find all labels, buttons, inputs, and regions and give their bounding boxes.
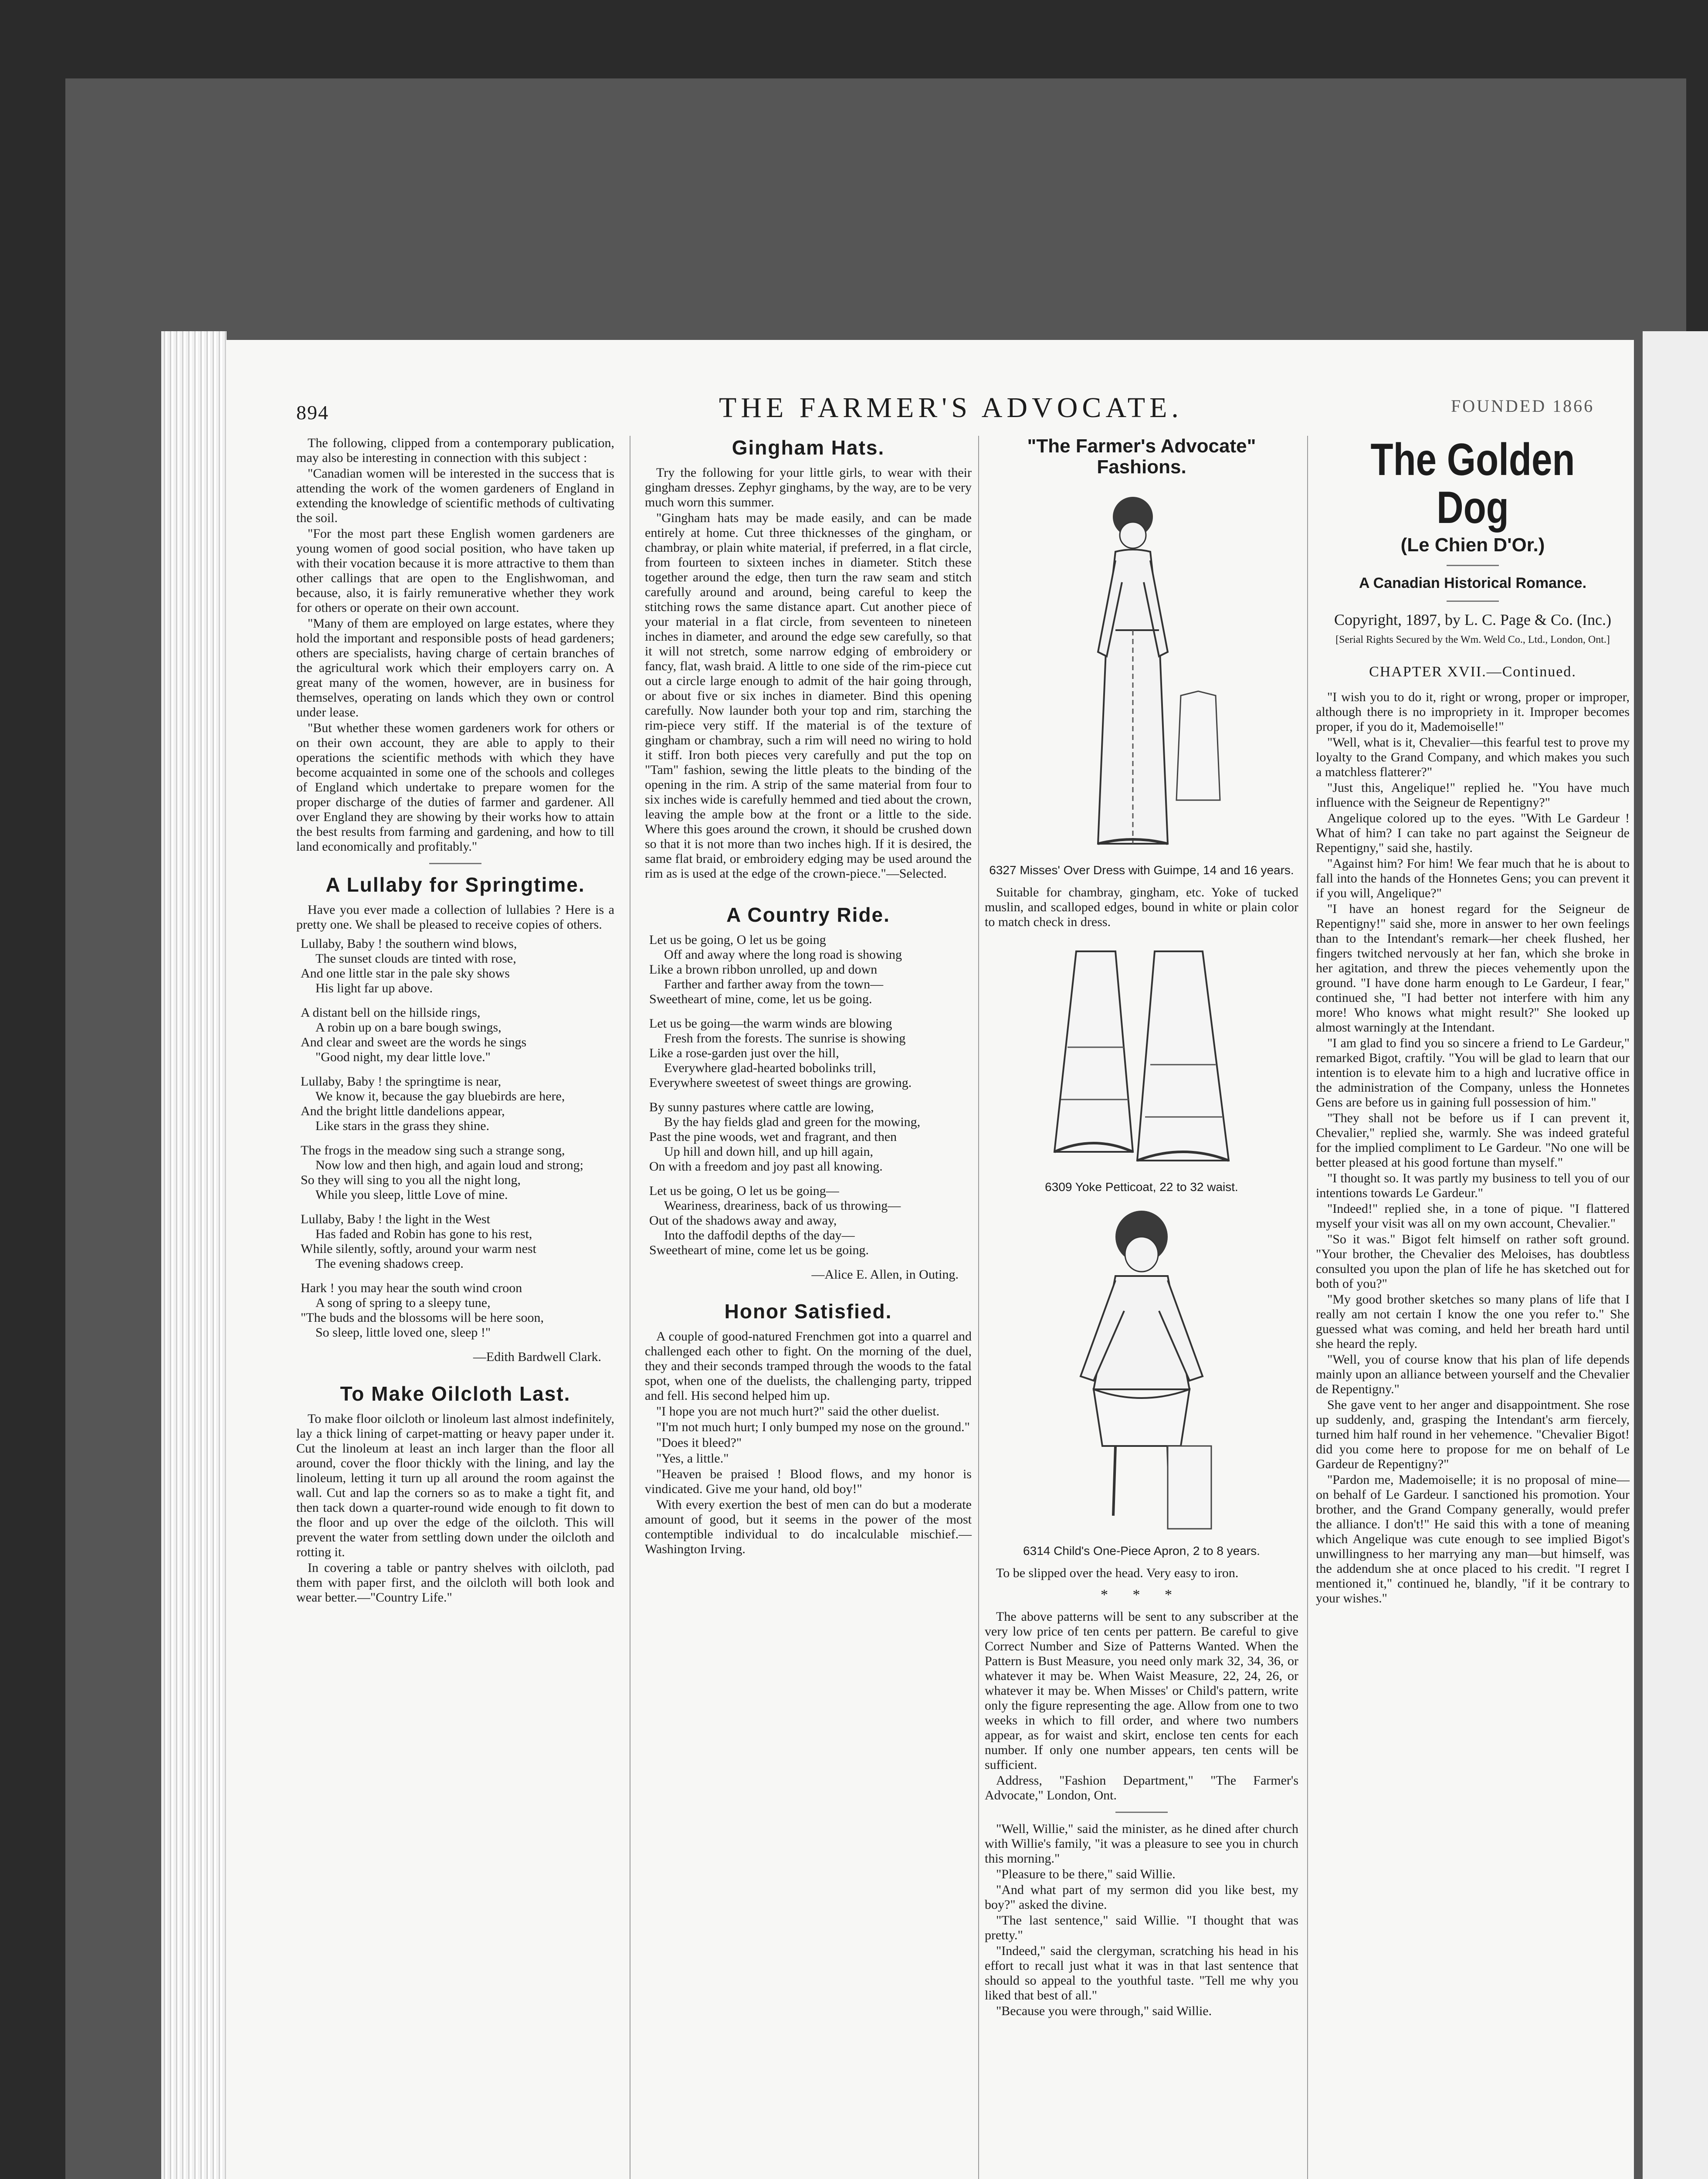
article-paragraph: With every exertion the best of men can do but a moderate amount of good, but it seems in the power of the most contemptible individual to do incalculable mischief.—Washington Irving.	[645, 1497, 972, 1556]
article-paragraph: "For the most part these English women gardeners are young women of good social position, who have taken up with their vocation because it is more attractive to them than other callings that are open to the Englishwoman, and because, also, it is fairly remunerative whether they work for others or operate on their own account.	[296, 526, 614, 615]
article-paragraph: "Heaven be praised ! Blood flows, and my honor is vindicated. Give me your hand, old boy!"	[645, 1467, 972, 1496]
country-ride-poem	[649, 933, 972, 1258]
newspaper-page	[227, 340, 1634, 2179]
poem-line: Lullaby, Baby ! the light in the West	[301, 1212, 491, 1226]
poem-line: A distant bell on the hillside rings,	[301, 1005, 481, 1020]
poem-line: So they will sing to you all the night long,	[301, 1173, 521, 1187]
article-paragraph: "Yes, a little."	[656, 1451, 729, 1466]
fashions-title: "The Farmer's Advocate" Fashions.	[1027, 435, 1256, 478]
novel-paragraph: "I have an honest regard for the Seigneur de Repentigny!" said she, more in answer to her own feelings than to the Intendant's remark—her cheek flushed, her fingers twitched nervously at her fan, which she broke in her agitation, and threw the pieces vehemently upon the ground. "I have done harm enough to Le Gardeur, I fear," continued she, "I had better not interfere with him any more! Who knows what might result?" She looked up almost warningly at the Intendant.	[1316, 902, 1630, 1035]
novel-tagline: A Canadian Historical Romance.	[1359, 575, 1587, 591]
poem-line: Let us be going—the warm winds are blowing	[649, 1016, 892, 1031]
poem-line: While silently, softly, around your warm nest	[301, 1242, 536, 1256]
novel-paragraph: "Well, you of course know that his plan of life depends mainly upon an alliance between yourself and the Chevalier de Repentigny."	[1316, 1352, 1630, 1396]
column-rule	[1307, 436, 1308, 2179]
poem-line: A song of spring to a sleepy tune,	[315, 1296, 491, 1310]
poem-line: So sleep, little loved one, sleep !"	[315, 1325, 491, 1340]
poem-line: The sunset clouds are tinted with rose,	[315, 951, 516, 966]
article-paragraph: "The last sentence," said Willie. "I thought that was pretty."	[985, 1913, 1298, 1942]
apron-illustration	[985, 1202, 1298, 1558]
country-ride-title: A Country Ride.	[726, 903, 890, 926]
petticoat-illustration	[985, 934, 1298, 1194]
article-paragraph: "And what part of my sermon did you like best, my boy?" asked the divine.	[985, 1883, 1298, 1912]
poem-line: Like a rose-garden just over the hill,	[649, 1046, 839, 1060]
masthead: THE FARMER'S ADVOCATE.	[719, 392, 1183, 424]
poem-line: Weariness, dreariness, back of us throwing—	[664, 1198, 901, 1213]
facing-page-edge	[1643, 331, 1708, 2179]
novel-paragraph: "I am glad to find you so sincere a friend to Le Gardeur," remarked Bigot, craftily. "You will be glad to learn that our intention is to elevate him to a high and lucrative office in the administration of the Company, unless the Honnetes Gens are before us in gaining full possession of him."	[1316, 1036, 1630, 1110]
divider	[1447, 601, 1499, 602]
country-ride-attribution: —Alice E. Allen, in Outing.	[811, 1267, 959, 1282]
article-paragraph: "Gingham hats may be made easily, and can be made entirely at home. Cut three thicknesses of the gingham, or chambray, or plain white material, if preferred, in a flat circle, from fourteen to sixteen inches in diameter. Stitch these together around the edge, then turn the raw seam and stitch carefully around and around, being careful to keep the stitching rows the same distance apart. Cut another piece of your material in a flat circle, from seventeen to nineteen inches in diameter, and around the edge sew carefully, so that it will not stretch, some narrow edging of embroidery or fancy, flat, wash braid. A little to one side of the rim-piece cut out a circle large enough to admit of the hair going through, or about five or six inches in diameter. Bind this opening carefully. Now launder both your top and rim, starching the rim-piece very stiff. If the material is of the texture of gingham or chambray, such a rim will need no wiring to hold it stiff. Iron both pieces very carefully and put the top on "Tam" fashion, sewing the little pleats to the binding of the opening in the rim. A strip of the same material from four to six inches wide is carefully hemmed and tied about the crown, leaving the ample bow at the front or a little to the side. Where this goes around the crown, it should be crushed down so that it is not more than two inches high. If it is desired, the same flat braid, or embroidery edging may be used around the rim as is used at the edge of the crown-piece."—Selected.	[645, 511, 972, 881]
poem-line: His light far up above.	[315, 981, 433, 995]
article-paragraph: "I hope you are not much hurt?" said the other duelist.	[656, 1404, 940, 1419]
poem-line: Everywhere glad-hearted bobolinks trill,	[664, 1061, 876, 1075]
poem-line: Out of the shadows away and away,	[649, 1213, 837, 1228]
lullaby-attribution: —Edith Bardwell Clark.	[473, 1350, 601, 1364]
poem-line: Hark ! you may hear the south wind croon	[301, 1281, 522, 1295]
oilcloth-article	[296, 1412, 614, 1605]
article-paragraph: "Canadian women will be interested in the success that is attending the work of the women gardeners of England in extending the knowledge of scientific methods of cultivating the soil.	[296, 466, 614, 525]
chapter-heading: CHAPTER XVII.—Continued.	[1369, 664, 1576, 680]
divider	[1447, 565, 1499, 566]
poem-line: Fresh from the forests. The sunrise is showing	[664, 1031, 906, 1045]
novel-paragraph: "I thought so. It was partly my business to tell you of our intentions towards Le Gardeur."	[1316, 1171, 1630, 1200]
dress-description: Suitable for chambray, gingham, etc. Yoke of tucked muslin, and scalloped edges, bound in white or plain color to match check in dress.	[985, 885, 1298, 929]
poem-stanza	[301, 1212, 614, 1271]
column-rule	[978, 436, 979, 2179]
poem-line: On with a freedom and joy past all knowing.	[649, 1159, 883, 1174]
poem-line: "The buds and the blossoms will be here soon,	[301, 1310, 544, 1325]
lullaby-poem	[301, 937, 614, 1340]
poem-stanza	[301, 1074, 614, 1134]
column-3	[985, 436, 1298, 2019]
poem-stanza	[301, 937, 614, 996]
book-page-edges	[161, 331, 227, 2179]
column-1	[296, 436, 614, 1606]
apron-caption: 6314 Child's One-Piece Apron, 2 to 8 years.	[1023, 1544, 1260, 1558]
poem-line: And one little star in the pale sky shows	[301, 966, 510, 981]
article-paragraph: "Indeed," said the clergyman, scratching his head in his effort to recall just what it was in that last sentence that should so appeal to the youthful taste. "Tell me why you liked that best of all."	[985, 1944, 1298, 2003]
article-paragraph: "Pleasure to be there," said Willie.	[996, 1867, 1176, 1881]
poem-line: Everywhere sweetest of sweet things are growing.	[649, 1076, 912, 1090]
poem-line: Let us be going, O let us be going—	[649, 1184, 839, 1198]
page-number: 894	[296, 401, 329, 424]
poem-line: And the bright little dandelions appear,	[301, 1104, 505, 1118]
article-paragraph: "Well, Willie," said the minister, as he dined after church with Willie's family, "it was a pleasure to see you in church this morning."	[985, 1822, 1298, 1866]
copyright-line: Copyright, 1897, by L. C. Page & Co. (Inc.)	[1334, 611, 1611, 628]
intro-article	[296, 436, 614, 854]
poem-line: A robin up on a bare bough swings,	[315, 1020, 502, 1035]
patterns-notice: The above patterns will be sent to any subscriber at the very low price of ten cents per pattern. Be careful to give Correct Number and Size of Patterns Wanted. When the Pattern is Bust Measure, you need only mark 32, 34, 36, or whatever it may be. When Waist Measure, 22, 24, 26, or whatever it may be. When Misses' or Child's pattern, write only the figure representing the age. Allow from one to two weeks in which to fill order, and where two numbers appear, as for waist and skirt, enclose ten cents for each number. If only one number appears, ten cents will be sufficient.	[985, 1609, 1298, 1772]
gingham-article	[645, 465, 972, 881]
fashion-address: Address, "Fashion Department," "The Farmer's Advocate," London, Ont.	[985, 1773, 1298, 1802]
poem-line: Past the pine woods, wet and fragrant, and then	[649, 1130, 897, 1144]
poem-line: Farther and farther away from the town—	[664, 977, 884, 991]
lullaby-intro: Have you ever made a collection of lullabies ? Here is a pretty one. We shall be pleased to receive copies of others.	[296, 903, 614, 932]
article-paragraph: "Because you were through," said Willie.	[996, 2004, 1212, 2018]
petticoat-caption: 6309 Yoke Petticoat, 22 to 32 waist.	[1045, 1180, 1238, 1194]
novel-subtitle: (Le Chien D'Or.)	[1400, 534, 1545, 556]
poem-line: Lullaby, Baby ! the southern wind blows,	[301, 937, 517, 951]
poem-line: "Good night, my dear little love."	[315, 1050, 491, 1064]
poem-stanza	[301, 1143, 614, 1202]
novel-paragraph: "Indeed!" replied she, in a tone of pique. "I flattered myself your visit was all on my own account, Chevalier."	[1316, 1202, 1630, 1231]
novel-paragraph: She gave vent to her anger and disappointment. She rose up suddenly, and, grasping the Intendant's arm fiercely, turned him half round in her vehemence. "Chevalier Bigot! did you come here to propose for me on behalf of Le Gardeur de Repentigny?"	[1316, 1398, 1630, 1471]
poem-stanza	[649, 933, 972, 1007]
novel-paragraph: "Pardon me, Mademoiselle; it is no proposal of mine—on behalf of Le Gardeur. I sanctioned his promotion. Your brother, and the Grand Company generally, would prefer the alliance. I don't!" He said this with a tone of meaning which Angelique was cute enough to see implied Bigot's unwillingness to her marrying any man—but himself, was the addendum she at once placed to his credit. "I regret I mentioned it," continued he, blandly, "if it be contrary to your wishes."	[1316, 1473, 1630, 1605]
honor-article	[645, 1329, 972, 1557]
oilcloth-title: To Make Oilcloth Last.	[340, 1382, 571, 1405]
poem-stanza	[301, 1281, 614, 1340]
poem-line: And clear and sweet are the words he sings	[301, 1035, 527, 1049]
poem-stanza	[301, 1005, 614, 1065]
poem-line: By sunny pastures where cattle are lowing,	[649, 1100, 874, 1114]
poem-stanza	[649, 1100, 972, 1174]
article-paragraph: "I'm not much hurt; I only bumped my nose on the ground."	[656, 1420, 970, 1434]
poem-line: Has faded and Robin has gone to his rest,	[315, 1227, 532, 1241]
article-paragraph: "But whether these women gardeners work for others or on their own account, they are able to apply to their operations the scientific methods with which they have become acquainted in some one of the schools and colleges of England which undertake to prepare women for the proper discharge of the duties of farmer and gardener. All over England they are showing by their works how to attain the best results from farming and gardening, and how to till land economically and profitably."	[296, 721, 614, 854]
novel-paragraph: "I wish you to do it, right or wrong, proper or improper, although there is no impropriety in it. Improper becomes proper, if you do it, Mademoiselle!"	[1316, 690, 1630, 734]
column-4	[1316, 436, 1630, 1607]
divider	[1115, 1812, 1168, 1813]
novel-paragraph: "They shall not be before us if I can prevent it, Chevalier," replied she, warmly. She was indeed grateful for the implied compliment to Le Gardeur. "No one will be better pleased at his good fortune than myself."	[1316, 1111, 1630, 1170]
page-header	[227, 340, 1634, 424]
poem-line: Into the daffodil depths of the day—	[664, 1228, 855, 1242]
novel-text	[1316, 690, 1630, 1606]
serial-rights-note: [Serial Rights Secured by the Wm. Weld Co., Ltd., London, Ont.]	[1335, 634, 1610, 645]
novel-title: The Golden Dog	[1370, 434, 1575, 533]
poem-line: Like stars in the grass they shine.	[315, 1119, 490, 1133]
poem-line: Up hill and down hill, and up hill again,	[664, 1144, 873, 1159]
poem-line: Off and away where the long road is showing	[664, 947, 902, 962]
poem-line: While you sleep, little Love of mine.	[315, 1188, 508, 1202]
divider	[429, 863, 481, 864]
column-2	[645, 436, 972, 1558]
novel-paragraph: "Against him? For him! We fear much that he is about to fall into the hands of the Honnetes Gens; you can prevent it if you will, Angelique?"	[1316, 856, 1630, 900]
novel-paragraph: "Well, what is it, Chevalier—this fearful test to prove my loyalty to the Grand Company, and which makes you such a matchless flatterer?"	[1316, 735, 1630, 779]
article-paragraph: "Does it bleed?"	[656, 1436, 742, 1450]
novel-paragraph: "Just this, Angelique!" replied he. "You have much influence with the Seigneur de Repentigny?"	[1316, 781, 1630, 810]
article-paragraph: To make floor oilcloth or linoleum last almost indefinitely, lay a thick lining of carpet-matting or heavy paper under it. Cut the linoleum at least an inch larger than the floor all around, cover the floor thickly with the lining, and lay the linoleum, letting it turn up all around the room against the wall. Cut and lap the corners so as to make a tight fit, and then tack down a quarter-round wide enough to fit down to the floor and up over the edge of the oilcloth. This will prevent the water from settling down under the oilcloth and rotting it.	[296, 1412, 614, 1559]
poem-line: Sweetheart of mine, come, let us be going.	[649, 992, 872, 1006]
article-paragraph: The following, clipped from a contemporary publication, may also be interesting in connection with this subject :	[296, 436, 614, 465]
founded-note: FOUNDED 1866	[1451, 396, 1595, 416]
novel-paragraph: "So it was." Bigot felt himself on rather soft ground. "Your brother, the Chevalier des Meloises, has doubtless consulted you upon the plan of life he has sketched out for both of you?"	[1316, 1232, 1630, 1291]
novel-paragraph: Angelique colored up to the eyes. "With Le Gardeur ! What of him? I can take no part against the Seigneur de Repentigny," said she, hastily.	[1316, 811, 1630, 855]
poem-line: By the hay fields glad and green for the mowing,	[664, 1115, 921, 1129]
willie-anecdote	[985, 1822, 1298, 2019]
article-paragraph: A couple of good-natured Frenchmen got into a quarrel and challenged each other to fight. On the morning of the duel, they and their seconds tramped through the woods to the fatal spot, when one of the duelists, the challenging party, tripped and fell. His second helped him up.	[645, 1329, 972, 1403]
dress-illustration	[985, 486, 1298, 877]
poem-line: Sweetheart of mine, come let us be going.	[649, 1243, 869, 1257]
article-paragraph: In covering a table or pantry shelves with oilcloth, pad them with paper first, and the oilcloth will both look and wear better.—"Country Life."	[296, 1561, 614, 1605]
gingham-title: Gingham Hats.	[732, 436, 885, 459]
apron-description: To be slipped over the head. Very easy to iron.	[996, 1566, 1239, 1580]
poem-line: The frogs in the meadow sing such a strange song,	[301, 1143, 565, 1157]
poem-stanza	[649, 1016, 972, 1090]
poem-line: Like a brown ribbon unrolled, up and down	[649, 962, 878, 977]
article-paragraph: "Many of them are employed on large estates, where they hold the important and responsible posts of head gardeners; others are specialists, having charge of certain branches of the agricultural work which their employers carry on. A great many of the women, however, are in business for themselves, operating on lands which they own or control under lease.	[296, 616, 614, 720]
poem-line: Now low and then high, and again loud and strong;	[315, 1158, 583, 1172]
poem-line: We know it, because the gay bluebirds are here,	[315, 1089, 565, 1103]
dress-caption: 6327 Misses' Over Dress with Guimpe, 14 and 16 years.	[989, 863, 1294, 877]
poem-line: Let us be going, O let us be going	[649, 933, 826, 947]
lullaby-title: A Lullaby for Springtime.	[325, 873, 585, 896]
article-paragraph: Try the following for your little girls, to wear with their gingham dresses. Zephyr ginghams, by the way, are to be very much worn this summer.	[645, 465, 972, 509]
poem-line: The evening shadows creep.	[315, 1256, 464, 1271]
poem-stanza	[649, 1184, 972, 1258]
honor-title: Honor Satisfied.	[724, 1300, 892, 1323]
section-stars: * * *	[1101, 1587, 1183, 1603]
novel-paragraph: "My good brother sketches so many plans of life that I really am not certain I know the one you refer to." She guessed what was coming, and held her breath hard until she heard the reply.	[1316, 1292, 1630, 1351]
poem-line: Lullaby, Baby ! the springtime is near,	[301, 1074, 502, 1089]
